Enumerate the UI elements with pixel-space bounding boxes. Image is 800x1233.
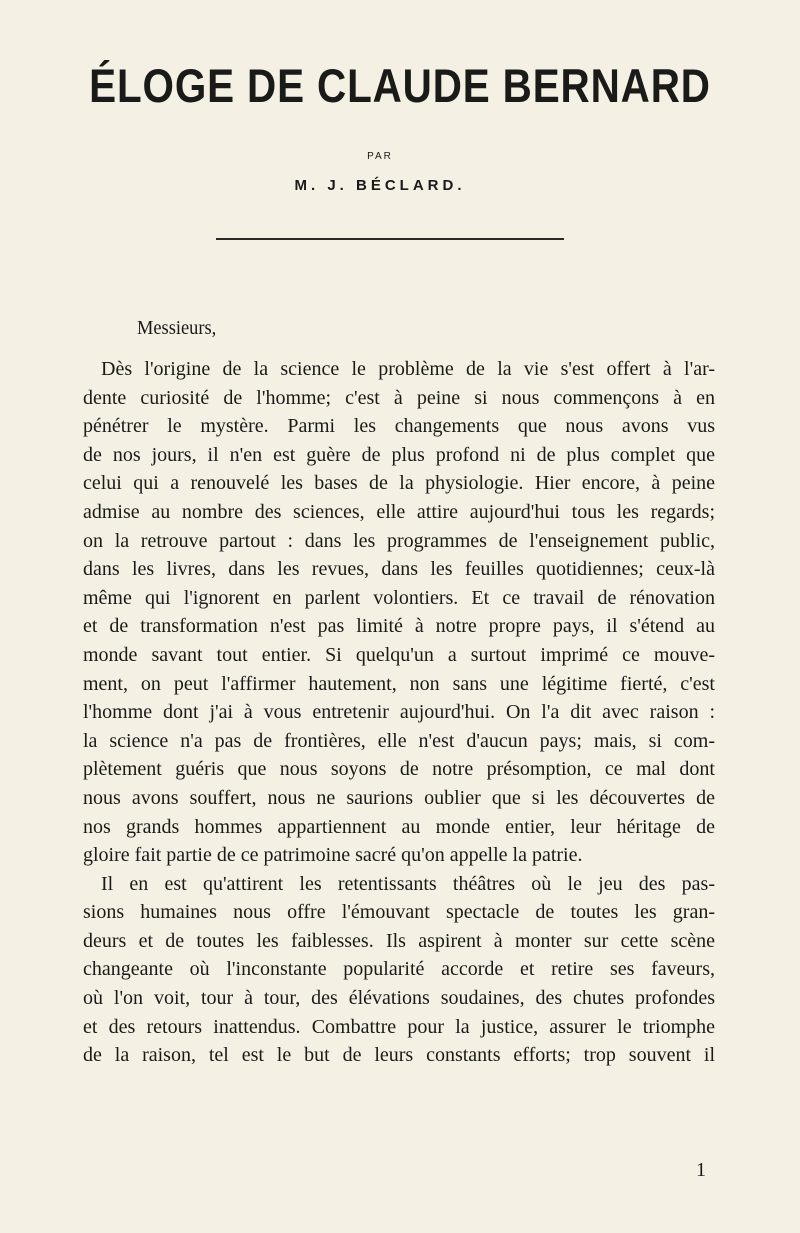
text-line: même qui l'ignorent en parlent volontiers. Et ce travail de rénovation bbox=[83, 586, 715, 609]
text-line: plètement guéris que nous soyons de notre présomption, ce mal dont bbox=[83, 758, 715, 781]
text-line: nous avons souffert, nous ne saurions oublier que si les découvertes de bbox=[83, 786, 715, 809]
text-line: celui qui a renouvelé les bases de la physiologie. Hier encore, à peine bbox=[83, 472, 715, 495]
author-name: M. J. BÉCLARD. bbox=[294, 177, 466, 194]
text-line: on la retrouve partout : dans les programmes de l'enseignement public, bbox=[83, 529, 715, 552]
text-line: de la raison, tel est le but de leurs constants efforts; trop souvent il bbox=[83, 1044, 715, 1067]
text-line: l'homme dont j'ai à vous entretenir aujourd'hui. On l'a dit avec raison : bbox=[83, 701, 715, 724]
text-line: et de transformation n'est pas limité à notre propre pays, il s'étend au bbox=[83, 615, 715, 638]
text-line: changeante où l'inconstante popularité accorde et retire ses faveurs, bbox=[83, 958, 715, 981]
text-line: dans les livres, dans les revues, dans les feuilles quotidiennes; ceux-là bbox=[83, 558, 715, 581]
page-number: 1 bbox=[696, 1159, 706, 1181]
text-line: monde savant tout entier. Si quelqu'un a surtout imprimé ce mouve- bbox=[83, 643, 715, 666]
text-line: nos grands hommes appartiennent au monde entier, leur héritage de bbox=[83, 815, 715, 838]
text-line: ment, on peut l'affirmer hautement, non sans une légitime fierté, c'est bbox=[83, 672, 715, 695]
text-line: pénétrer le mystère. Parmi les changements que nous avons vus bbox=[83, 415, 715, 438]
page-title: ÉLOGE DE CLAUDE BERNARD bbox=[89, 59, 711, 112]
text-line: où l'on voit, tour à tour, des élévations soudaines, des chutes profondes bbox=[83, 987, 715, 1010]
text-line: de nos jours, il n'en est guère de plus profond ni de plus complet que bbox=[83, 443, 715, 466]
text-line: gloire fait partie de ce patrimoine sacré qu'on appelle la patrie. bbox=[83, 844, 583, 867]
text-line: dente curiosité de l'homme; c'est à peine si nous commençons à en bbox=[83, 386, 715, 409]
text-line: admise au nombre des sciences, elle attire aujourd'hui tous les regards; bbox=[83, 500, 715, 523]
salutation: Messieurs, bbox=[137, 317, 217, 339]
body-text bbox=[83, 355, 715, 1070]
byline-par: PAR bbox=[367, 151, 393, 162]
text-line: deurs et de toutes les faiblesses. Ils aspirent à monter sur cette scène bbox=[83, 929, 715, 952]
text-line: la science n'a pas de frontières, elle n'est d'aucun pays; mais, si com- bbox=[83, 729, 715, 752]
text-line: sions humaines nous offre l'émouvant spectacle de toutes les gran- bbox=[83, 901, 715, 924]
text-line: Il en est qu'attirent les retentissants théâtres où le jeu des pas- bbox=[101, 872, 715, 895]
title-divider bbox=[216, 238, 564, 240]
text-line: et des retours inattendus. Combattre pour la justice, assurer le triomphe bbox=[83, 1015, 715, 1038]
text-line: Dès l'origine de la science le problème de la vie s'est offert à l'ar- bbox=[101, 358, 715, 380]
